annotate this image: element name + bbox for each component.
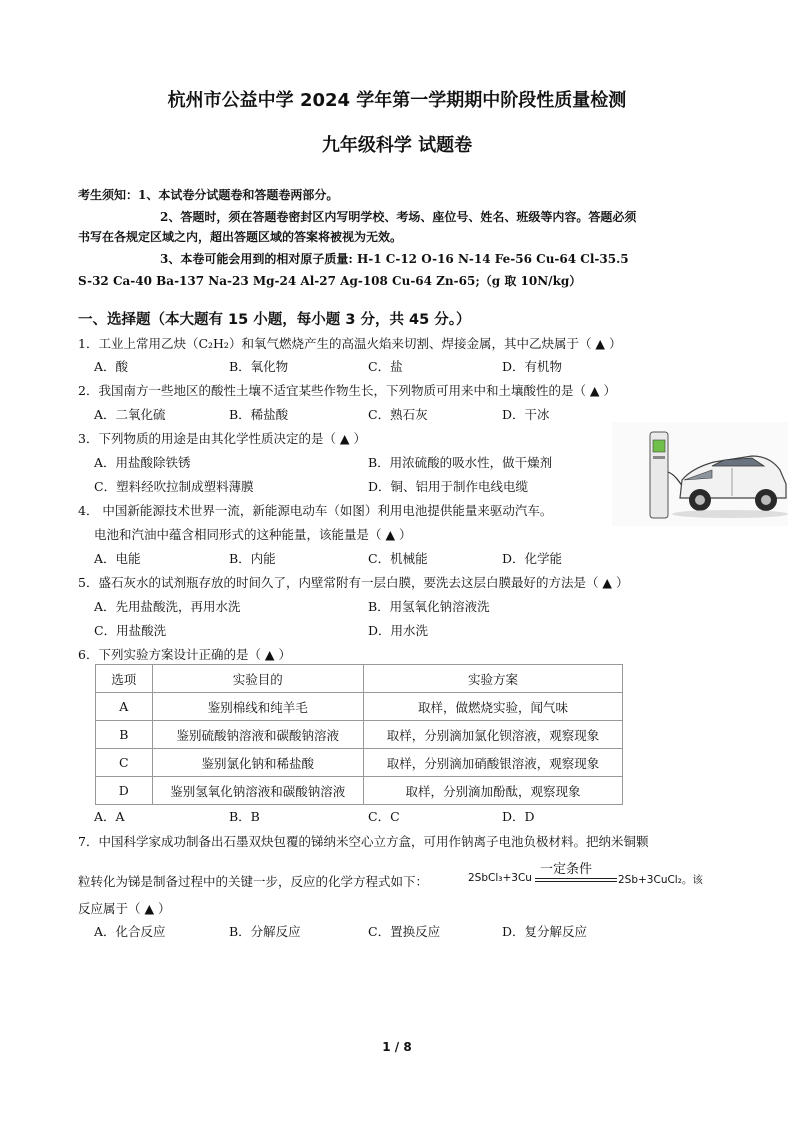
table-cell: 取样，分别滴加硝酸银溶液，观察现象: [363, 749, 622, 777]
question-7-option-b: B．分解反应: [229, 924, 301, 939]
table-header-row: [96, 665, 623, 693]
question-1-option-d: D．有机物: [502, 359, 563, 374]
question-5-option-c: C．用盐酸洗: [94, 623, 167, 638]
question-5-stem: 5．盛石灰水的试剂瓶存放的时间久了，内壁常附有一层白膜，要洗去这层白膜最好的方法是（ ▲ ）: [78, 575, 629, 590]
notes-line-3a: 3、本卷可能会用到的相对原子质量: H-1 C-12 O-16 N-14 Fe-56 Cu-64 Cl-35.5: [160, 252, 629, 266]
table-header-plan: 实验方案: [363, 665, 622, 693]
question-6-option-b: B．B: [229, 809, 260, 824]
question-3-option-a: A．用盐酸除铁锈: [94, 455, 191, 470]
question-4-option-a: A．电能: [94, 551, 141, 566]
table-cell: C: [96, 749, 153, 777]
question-5-option-b: B．用氢氧化钠溶液洗: [368, 599, 490, 614]
experiment-table: [95, 664, 623, 805]
electric-car-charging-image: [612, 422, 788, 526]
question-2-option-b: B．稀盐酸: [229, 407, 289, 422]
table-row: [96, 693, 623, 721]
table-cell: 鉴别氢氧化钠溶液和碳酸钠溶液: [152, 777, 363, 805]
notes-line-2b: 书写在各规定区域之内，超出答题区域的答案将被视为无效。: [78, 230, 403, 244]
question-3-option-d: D．铜、铝用于制作电线电缆: [368, 479, 529, 494]
question-2-option-d: D．干冰: [502, 407, 550, 422]
table-cell: 鉴别硫酸钠溶液和碳酸钠溶液: [152, 721, 363, 749]
question-6-option-d: D．D: [502, 809, 535, 824]
page-subtitle: 九年级科学 试题卷: [321, 135, 473, 156]
question-5-option-d: D．用水洗: [368, 623, 429, 638]
notes-line-2a: 2、答题时，须在答题卷密封区内写明学校、考场、座位号、姓名、班级等内容。答题必须: [160, 210, 637, 224]
table-cell: 取样，分别滴加酚酞，观察现象: [363, 777, 622, 805]
table-row: [96, 749, 623, 777]
question-7-option-d: D．复分解反应: [502, 924, 588, 939]
table-cell: D: [96, 777, 153, 805]
question-2-option-c: C．熟石灰: [368, 407, 428, 422]
notes-line-1: 考生须知：1、本试卷分试题卷和答题卷两部分。: [78, 188, 339, 202]
question-6-option-a: A．A: [94, 809, 125, 824]
question-1-option-c: C．盐: [368, 359, 403, 374]
section-heading: 一、选择题（本大题有 15 小题，每小题 3 分，共 45 分。）: [78, 312, 471, 328]
question-4-stem-line-2: 电池和汽油中蕴含相同形式的这种能量，该能量是（ ▲ ）: [94, 527, 412, 542]
question-7-option-a: A．化合反应: [94, 924, 166, 939]
notes-line-3b: S-32 Ca-40 Ba-137 Na-23 Mg-24 Al-27 Ag-108 Cu-64 Zn-65;（g 取 10N/kg）: [78, 274, 582, 288]
table-cell: 取样，做燃烧实验，闻气味: [363, 693, 622, 721]
question-4-stem-line-1: 4． 中国新能源技术世界一流，新能源电动车（如图）利用电池提供能量来驱动汽车。: [78, 503, 553, 518]
question-6-option-c: C．C: [368, 809, 400, 824]
question-7-stem-line-3: 反应属于（ ▲ ）: [78, 901, 171, 916]
equation-condition: 一定条件: [540, 862, 593, 877]
question-4-option-b: B．内能: [229, 551, 276, 566]
table-header-option: 选项: [96, 665, 153, 693]
question-1-option-a: A．酸: [94, 359, 129, 374]
table-cell: A: [96, 693, 153, 721]
question-3-stem: 3．下列物质的用途是由其化学性质决定的是（ ▲ ）: [78, 431, 367, 446]
question-4-option-c: C．机械能: [368, 551, 428, 566]
question-5-option-a: A．先用盐酸洗，再用水洗: [94, 599, 241, 614]
question-6-stem: 6．下列实验方案设计正确的是（ ▲ ）: [78, 647, 292, 662]
question-2-option-a: A．二氧化硫: [94, 407, 166, 422]
question-4-option-d: D．化学能: [502, 551, 563, 566]
table-row: [96, 721, 623, 749]
page-number: 1 / 8: [382, 1040, 412, 1054]
question-7-option-c: C．置换反应: [368, 924, 441, 939]
page-title: 杭州市公益中学 2024 学年第一学期期中阶段性质量检测: [167, 90, 627, 111]
question-1-option-b: B．氧化物: [229, 359, 289, 374]
table-cell: 取样，分别滴加氯化钡溶液，观察现象: [363, 721, 622, 749]
question-1-stem: 1．工业上常用乙炔（C₂H₂）和氧气燃烧产生的高温火焰来切割、焊接金属，其中乙炔属于（ ▲ ）: [78, 336, 622, 351]
question-7-stem-line-1: 7．中国科学家成功制备出石墨双炔包覆的锑纳米空心立方盒，可用作钠离子电池负极材料。把纳米铜颗: [78, 834, 649, 849]
question-3-option-b: B．用浓硫酸的吸水性，做干燥剂: [368, 455, 553, 470]
question-3-option-c: C．塑料经吹拉制成塑料薄膜: [94, 479, 254, 494]
question-2-stem: 2．我国南方一些地区的酸性土壤不适宜某些作物生长，下列物质可用来中和土壤酸性的是（ ▲ ）: [78, 383, 617, 398]
question-7-stem-line-2: 粒转化为锑是制备过程中的关键一步，反应的化学方程式如下：: [78, 874, 429, 889]
table-row: [96, 777, 623, 805]
equation-reactants: 2SbCl₃+3Cu: [468, 872, 532, 884]
equation-double-line: [535, 878, 617, 882]
table-header-purpose: 实验目的: [152, 665, 363, 693]
table-cell: B: [96, 721, 153, 749]
equation-products: 2Sb+3CuCl₂。该: [618, 874, 703, 886]
table-cell: 鉴别棉线和纯羊毛: [152, 693, 363, 721]
table-cell: 鉴别氯化钠和稀盐酸: [152, 749, 363, 777]
